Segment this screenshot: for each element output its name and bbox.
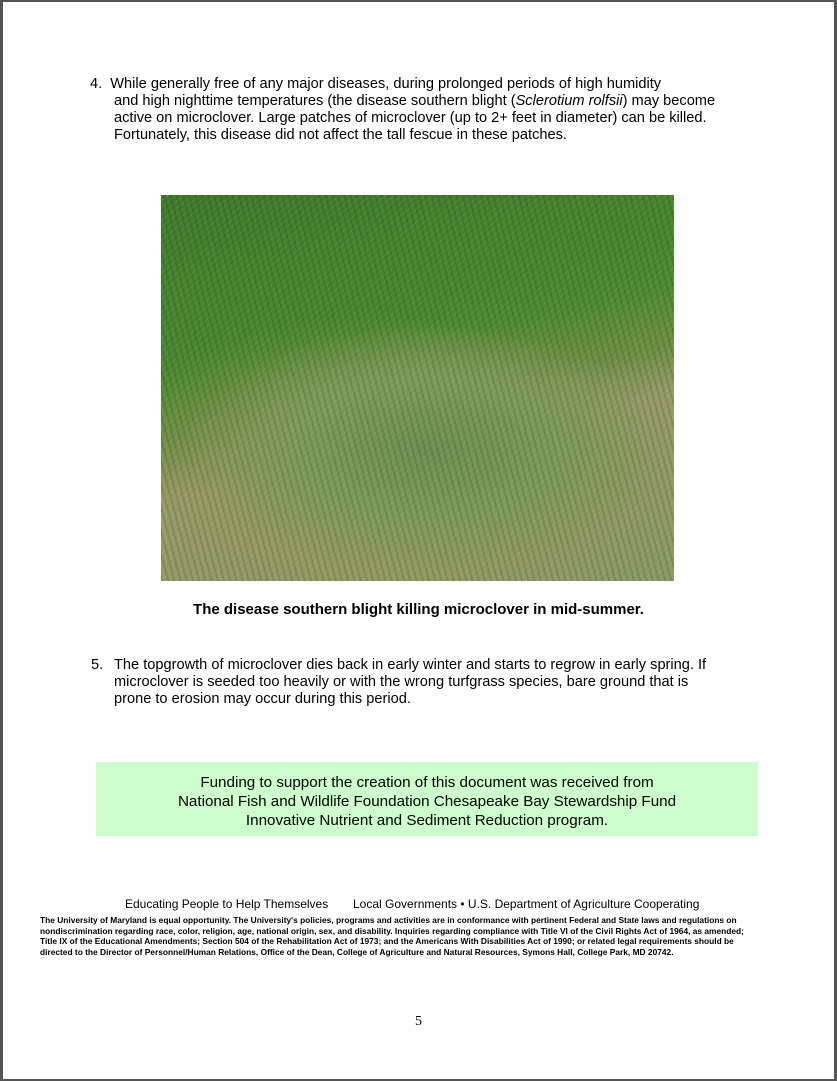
- legal-line: directed to the Director of Personnel/Human Relations, Office of the Dean, College of Agriculture and Natural Resources, Symons Hall, College Park, MD 20742.: [40, 946, 674, 957]
- text: ) may become: [622, 93, 716, 109]
- item-4-body: [114, 93, 715, 144]
- item-5-body: [114, 657, 706, 708]
- legal-line: Title IX of the Educational Amendments; Section 504 of the Rehabilitation Act of 1973; and the Americans With Disabilities Act of 1990; or related legal requirements should be: [40, 936, 734, 947]
- legal-line: The University of Maryland is equal opportunity. The University's policies, programs and activities are in conformance with pertinent Federal and State laws and regulations on: [40, 915, 737, 925]
- species-name: Sclerotium rolfsii: [515, 93, 623, 109]
- legal-line: nondiscrimination regarding race, color, religion, age, national origin, sex, and disability. Inquiries regarding compliance with Title VI of the Civil Rights Act of 1964, as amended;: [40, 925, 744, 936]
- item-4-line-4: Fortunately, this disease did not affect the tall fescue in these patches.: [114, 127, 567, 143]
- item-number: 5.: [91, 657, 104, 673]
- item-number: 4.: [90, 76, 103, 92]
- item-5-line: microclover is seeded too heavily or with the wrong turfgrass species, bare ground that is: [114, 674, 689, 690]
- southern-blight-photo: [161, 195, 674, 581]
- item-text: While generally free of any major diseases, during prolonged periods of high humidity: [110, 76, 662, 92]
- funding-box: [96, 762, 758, 836]
- footer-cooperating: Local Governments • U.S. Department of Agriculture Cooperating: [353, 897, 700, 911]
- item-5-line: The topgrowth of microclover dies back in early winter and starts to regrow in early spring. If: [114, 657, 707, 673]
- footer-motto: Educating People to Help Themselves: [125, 897, 329, 911]
- legal-notice: [40, 915, 798, 957]
- text: and high nighttime temperatures (the disease southern blight (: [114, 93, 516, 109]
- funding-line: Funding to support the creation of this document was received from: [200, 774, 654, 791]
- funding-line: National Fish and Wildlife Foundation Chesapeake Bay Stewardship Fund: [177, 793, 677, 810]
- item-5-line: prone to erosion may occur during this period.: [114, 691, 411, 707]
- grass-texture: [161, 195, 674, 581]
- figure-caption: The disease southern blight killing microclover in mid-summer.: [193, 601, 644, 618]
- funding-line: Innovative Nutrient and Sediment Reduction program.: [245, 812, 609, 829]
- item-4-line-1: [90, 76, 661, 93]
- page-number: 5: [415, 1014, 422, 1029]
- item-4-line-3: active on microclover. Large patches of microclover (up to 2+ feet in diameter) can be killed.: [114, 110, 707, 126]
- item-4-line-2: [114, 93, 715, 110]
